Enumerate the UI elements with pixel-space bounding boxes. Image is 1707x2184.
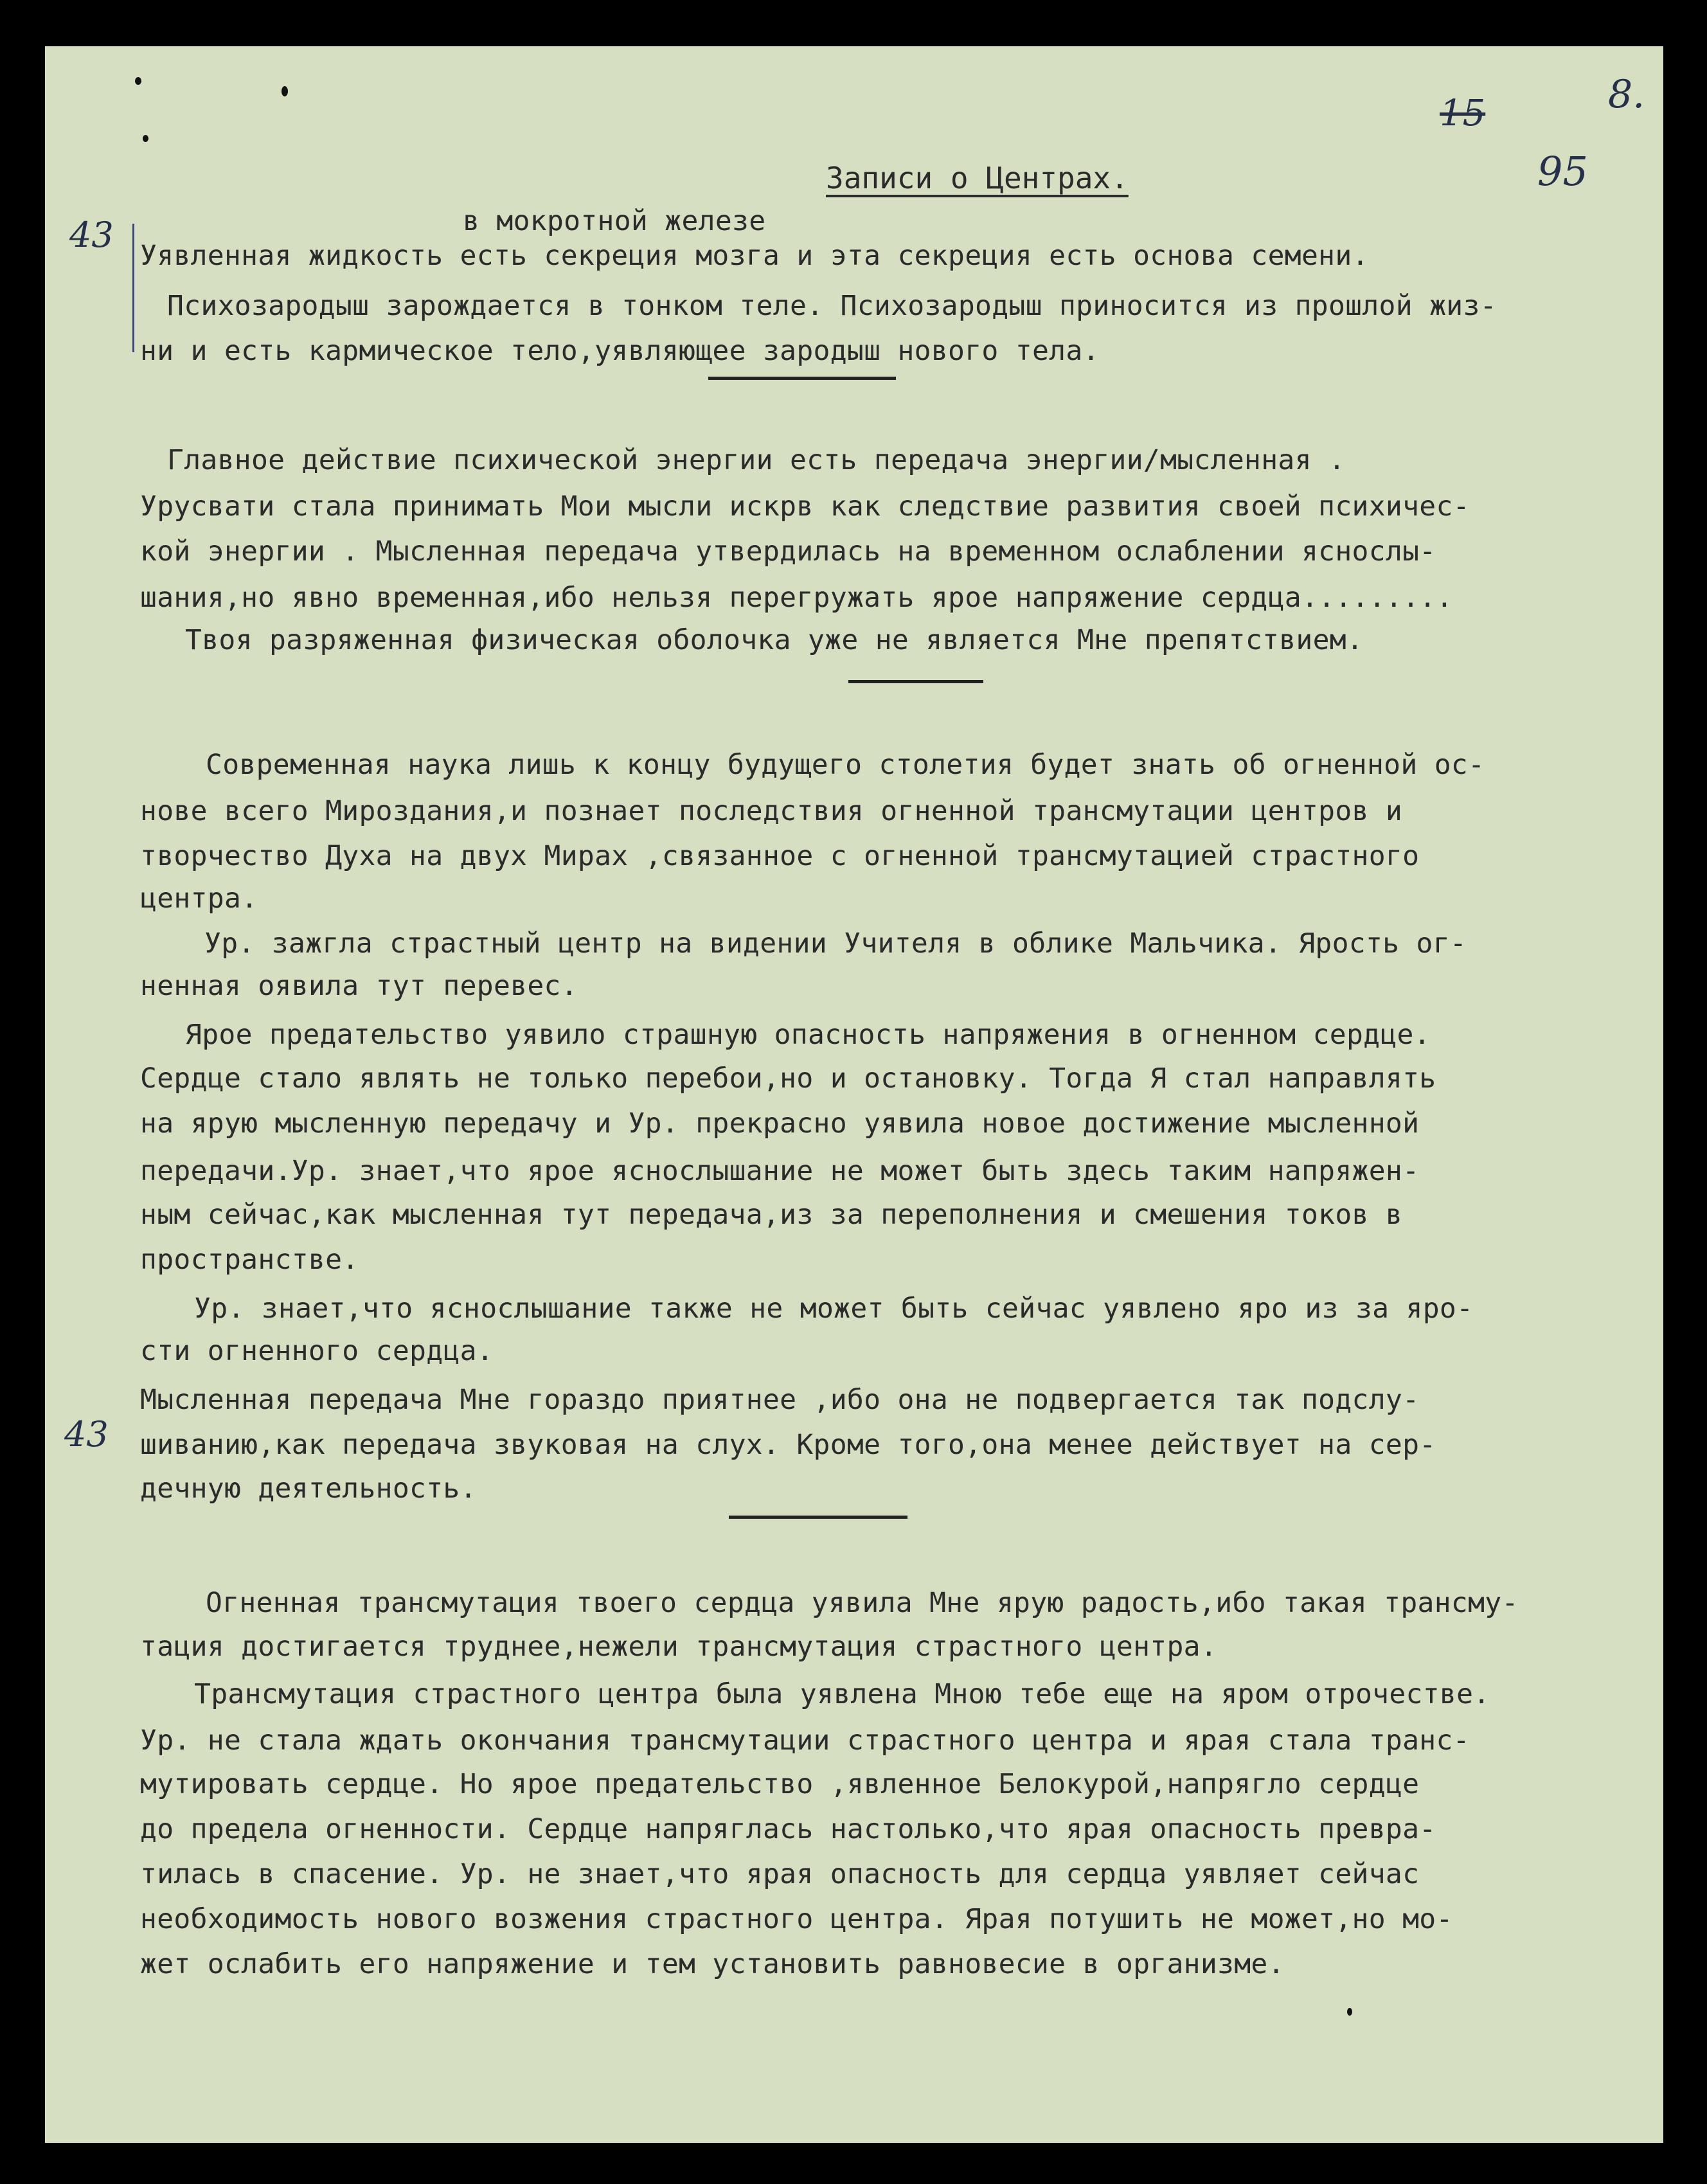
text-line: Современная наука лишь к концу будущего столетия будет знать об огненной ос- <box>206 749 1485 781</box>
section-divider <box>708 377 896 380</box>
page-title: Записи о Центрах. <box>826 161 1129 195</box>
text-line: Урусвати стала принимать Мои мысли искрв как следствие развития своей психичес- <box>140 490 1470 523</box>
page-number: 8. <box>1608 72 1645 117</box>
text-line: шиванию,как передача звуковая на слух. Кроме того,она менее действует на сер- <box>140 1429 1436 1461</box>
text-line: на ярую мысленную передачу и Ур. прекрасно уявила новое достижение мысленной <box>140 1107 1420 1140</box>
text-line: дечную деятельность. <box>140 1472 477 1505</box>
text-line: творчество Духа на двух Мирах ,связанное с огненной трансмутацией страстного <box>140 840 1420 872</box>
text-line: ни и есть кармическое тело,уявляющее зародыш нового тела. <box>140 335 1100 367</box>
text-line: Трансмутация страстного центра была уявлена Мною тебе еще на яром отрочестве. <box>194 1678 1490 1710</box>
punch-hole <box>135 77 141 85</box>
text-line: Ур. зажгла страстный центр на видении Учителя в облике Мальчика. Ярость ог- <box>204 927 1467 960</box>
section-divider <box>729 1516 907 1519</box>
text-line: тилась в спасение. Ур. не знает,что ярая опасность для сердца уявляет сейчас <box>140 1858 1420 1890</box>
text-line: Главное действие психической энергии есть передача энергии/мысленная . <box>167 444 1346 476</box>
text-line: передачи.Ур. знает,что ярое яснослышание не может быть здесь таким напряжен- <box>140 1155 1420 1187</box>
text-line: жет ослабить его напряжение и тем установить равновесие в организме. <box>140 1948 1285 1980</box>
margin-note-2: 43 <box>64 1414 109 1455</box>
margin-note-1: 43 <box>69 215 114 255</box>
struck-number: 15 <box>1440 93 1486 134</box>
punch-hole <box>1347 2008 1352 2016</box>
text-line: Мысленная передача Мне гораздо приятнее ,ибо она не подвергается так подслу- <box>140 1384 1420 1416</box>
archive-number: 95 <box>1537 148 1588 195</box>
text-line: Уявленная жидкость есть секреция мозга и эта секреция есть основа семени. <box>140 240 1369 272</box>
text-line: шания,но явно временная,ибо нельзя перегружать ярое напряжение сердца......... <box>140 582 1453 614</box>
text-line: кой энергии . Мысленная передача утвердилась на временном ослаблении яснослы- <box>140 535 1436 568</box>
section-divider <box>848 680 983 683</box>
punch-hole <box>143 135 148 142</box>
text-line: пространстве. <box>140 1244 359 1276</box>
text-line: Ярое предательство уявило страшную опасность напряжения в огненном сердце. <box>185 1019 1431 1051</box>
text-line: Твоя разряженная физическая оболочка уже не является Мне препятствием. <box>185 624 1364 656</box>
text-line: нове всего Мироздания,и познает последствия огненной трансмутации центров и <box>140 795 1403 827</box>
text-line: Ур. не стала ждать окончания трансмутации страстного центра и ярая стала транс- <box>140 1724 1470 1757</box>
document-page <box>45 46 1663 2143</box>
interlinear-insert: в мокротной железе <box>463 205 766 237</box>
text-line: ненная оявила тут перевес. <box>140 970 578 1002</box>
punch-hole <box>282 86 288 96</box>
text-line: центра. <box>140 882 258 915</box>
text-line: Сердце стало являть не только перебои,но и остановку. Тогда Я стал направлять <box>140 1062 1436 1095</box>
text-line: Ур. знает,что яснослышание также не может быть сейчас уявлено яро из за яро- <box>194 1293 1474 1325</box>
text-line: мутировать сердце. Но ярое предательство ,явленное Белокурой,напрягло сердце <box>140 1768 1420 1800</box>
text-line: необходимость нового возжения страстного центра. Ярая потушить не может,но мо- <box>140 1903 1453 1935</box>
text-line: сти огненного сердца. <box>140 1335 494 1367</box>
text-line: до предела огненности. Сердце напряглась настолько,что ярая опасность превра- <box>140 1813 1436 1845</box>
text-line: Огненная трансмутация твоего сердца уявила Мне ярую радость,ибо такая трансму- <box>206 1587 1519 1619</box>
margin-bracket-1 <box>132 224 134 352</box>
text-line: тация достигается труднее,нежели трансмутация страстного центра. <box>140 1631 1218 1663</box>
text-line: ным сейчас,как мысленная тут передача,из за переполнения и смешения токов в <box>140 1199 1403 1231</box>
text-line: Психозародыш зарождается в тонком теле. Психозародыш приносится из прошлой жиз- <box>167 290 1497 322</box>
